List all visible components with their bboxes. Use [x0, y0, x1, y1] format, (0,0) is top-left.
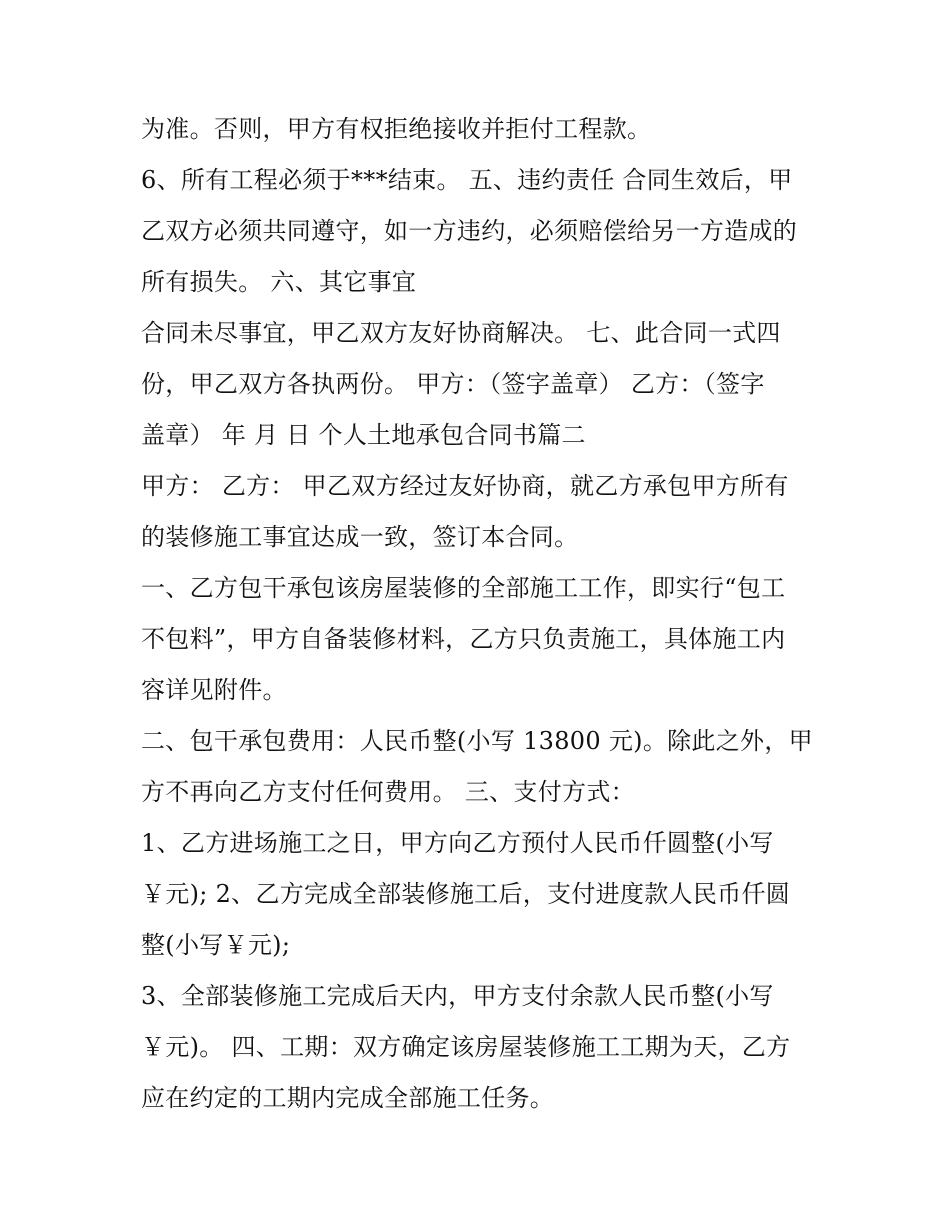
- text-line-1: 为准。否则，甲方有权拒绝接收并拒付工程款。: [141, 115, 652, 143]
- text-line-9: 的装修施工事宜达成一致，签订本合同。: [141, 523, 579, 551]
- text-line-14: 方不再向乙方支付任何费用。 三、支付方式：: [141, 778, 635, 806]
- text-line-5: 合同未尽事宜，甲乙双方友好协商解决。 七、此合同一式四: [141, 319, 781, 347]
- text-line-10: 一、乙方包干承包该房屋装修的全部施工工作，即实行“包工: [141, 574, 786, 602]
- text-line-6: 份，甲乙双方各执两份。 甲方：（签字盖章） 乙方：（签字: [141, 370, 765, 398]
- text-line-16: ￥元); 2、乙方完成全部装修施工后，支付进度款人民币仟圆: [141, 880, 791, 908]
- text-line-7: 盖章） 年 月 日 个人土地承包合同书篇二: [141, 421, 586, 449]
- text-line-20: 应在约定的工期内完成全部施工任务。: [141, 1084, 555, 1112]
- text-line-18: 3、全部装修施工完成后天内，甲方支付余款人民币整(小写: [141, 982, 774, 1010]
- text-line-2: 6、所有工程必须于***结束。 五、违约责任 合同生效后，甲: [141, 166, 793, 194]
- text-line-17: 整(小写￥元);: [141, 931, 291, 959]
- text-line-19: ￥元)。 四、工期：双方确定该房屋装修施工工期为天，乙方: [141, 1033, 791, 1061]
- text-line-8: 甲方： 乙方： 甲乙双方经过友好协商，就乙方承包甲方所有: [141, 472, 789, 500]
- text-line-3: 乙双方必须共同遵守，如一方违约，必须赔偿给另一方造成的: [141, 217, 798, 245]
- text-line-15: 1、乙方进场施工之日，甲方向乙方预付人民币仟圆整(小写: [141, 829, 774, 857]
- text-line-12: 容详见附件。: [141, 676, 287, 704]
- text-line-11: 不包料”，甲方自备装修材料，乙方只负责施工，具体施工内: [141, 625, 786, 653]
- text-line-4: 所有损失。 六、其它事宜: [141, 268, 417, 296]
- text-line-13: 二、包干承包费用：人民币整(小写 13800 元)。除此之外，甲: [141, 727, 813, 755]
